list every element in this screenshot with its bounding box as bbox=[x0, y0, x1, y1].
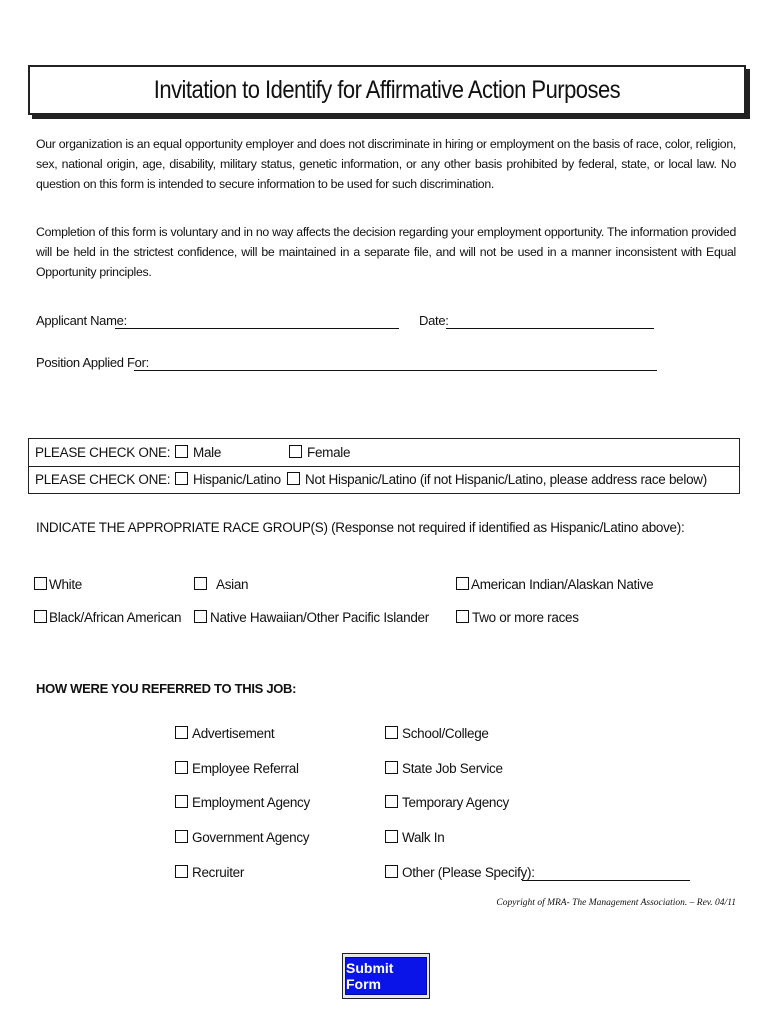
walk-in-checkbox[interactable] bbox=[385, 830, 398, 843]
hawaiian-checkbox[interactable] bbox=[194, 610, 207, 623]
temporary-label: Temporary Agency bbox=[402, 795, 510, 810]
male-option[interactable] bbox=[175, 445, 221, 460]
walk-in-option[interactable] bbox=[385, 830, 444, 845]
employment-agency-option[interactable] bbox=[175, 795, 310, 810]
state-job-option[interactable] bbox=[385, 761, 503, 776]
hawaiian-label: Native Hawaiian/Other Pacific Islander bbox=[210, 610, 429, 625]
applicant-name-field[interactable] bbox=[115, 316, 399, 329]
black-label: Black/African American bbox=[49, 610, 182, 625]
two-or-more-label: Two or more races bbox=[472, 610, 579, 625]
two-or-more-checkbox[interactable] bbox=[456, 610, 469, 623]
white-option[interactable] bbox=[34, 577, 82, 592]
american-indian-option[interactable] bbox=[456, 577, 653, 592]
gender-row bbox=[29, 439, 739, 467]
submit-button-label: Submit Form bbox=[345, 957, 427, 995]
black-option[interactable] bbox=[34, 610, 181, 625]
two-or-more-option[interactable] bbox=[456, 610, 579, 625]
government-agency-option[interactable] bbox=[175, 830, 309, 845]
recruiter-checkbox[interactable] bbox=[175, 865, 188, 878]
employment-agency-label: Employment Agency bbox=[192, 795, 310, 810]
page-title: Invitation to Identify for Affirmative Action Purposes bbox=[153, 75, 621, 104]
position-label: Position Applied For: bbox=[36, 355, 149, 370]
race-heading: INDICATE THE APPROPRIATE RACE GROUP(S) (Response not required if identified as Hispanic/Latino above): bbox=[36, 520, 685, 535]
state-job-label: State Job Service bbox=[402, 761, 503, 776]
white-checkbox[interactable] bbox=[34, 577, 47, 590]
advertisement-checkbox[interactable] bbox=[175, 726, 188, 739]
white-label: White bbox=[49, 577, 83, 592]
referral-heading: HOW WERE YOU REFERRED TO THIS JOB: bbox=[36, 681, 297, 696]
temporary-option[interactable] bbox=[385, 795, 509, 810]
ethnicity-row bbox=[29, 466, 739, 493]
recruiter-label: Recruiter bbox=[192, 865, 245, 880]
male-label: Male bbox=[193, 445, 222, 460]
gender-row-label: PLEASE CHECK ONE: bbox=[35, 445, 171, 460]
hispanic-label: Hispanic/Latino bbox=[193, 472, 281, 487]
employee-referral-checkbox[interactable] bbox=[175, 761, 188, 774]
title-box bbox=[28, 65, 746, 115]
asian-option[interactable] bbox=[194, 577, 248, 592]
female-label: Female bbox=[307, 445, 351, 460]
walk-in-label: Walk In bbox=[402, 830, 445, 845]
other-option[interactable] bbox=[385, 865, 535, 880]
not-hispanic-label: Not Hispanic/Latino (if not Hispanic/Latino, please address race below) bbox=[305, 472, 707, 487]
hispanic-checkbox[interactable] bbox=[175, 472, 188, 485]
school-checkbox[interactable] bbox=[385, 726, 398, 739]
date-field[interactable] bbox=[446, 316, 654, 329]
employee-referral-option[interactable] bbox=[175, 761, 299, 776]
not-hispanic-option[interactable] bbox=[287, 472, 707, 487]
recruiter-option[interactable] bbox=[175, 865, 244, 880]
male-checkbox[interactable] bbox=[175, 445, 188, 458]
advertisement-label: Advertisement bbox=[192, 726, 275, 741]
advertisement-option[interactable] bbox=[175, 726, 274, 741]
gender-ethnicity-table bbox=[28, 438, 740, 494]
black-checkbox[interactable] bbox=[34, 610, 47, 623]
school-label: School/College bbox=[402, 726, 489, 741]
eeo-statement: Our organization is an equal opportunity employer and does not discriminate in hiring or employment on the basis of race, color, religion, sex, national origin, age, disability, military status, genetic information, or any other basis prohibited by federal, state, or local law. No question on this form is intended to secure information to be used for such discrimination. bbox=[36, 137, 736, 191]
american-indian-label: American Indian/Alaskan Native bbox=[471, 577, 654, 592]
government-agency-label: Government Agency bbox=[192, 830, 310, 845]
position-field[interactable] bbox=[134, 358, 657, 371]
other-specify-field[interactable] bbox=[522, 868, 690, 881]
hispanic-option[interactable] bbox=[175, 472, 281, 487]
asian-label: Asian bbox=[216, 577, 249, 592]
date-label: Date: bbox=[419, 313, 449, 328]
american-indian-checkbox[interactable] bbox=[456, 577, 469, 590]
submit-button[interactable] bbox=[342, 953, 430, 999]
ethnicity-row-label: PLEASE CHECK ONE: bbox=[35, 472, 171, 487]
voluntary-statement: Completion of this form is voluntary and in no way affects the decision regarding your employment opportunity. The information provided will be held in the strictest confidence, will be maintained in a separate file, and will not be used in a manner inconsistent with Equal Opportunity principles. bbox=[36, 225, 736, 279]
female-checkbox[interactable] bbox=[289, 445, 302, 458]
other-checkbox[interactable] bbox=[385, 865, 398, 878]
employee-referral-label: Employee Referral bbox=[192, 761, 299, 776]
employment-agency-checkbox[interactable] bbox=[175, 795, 188, 808]
other-label: Other (Please Specify): bbox=[402, 865, 535, 880]
hawaiian-option[interactable] bbox=[194, 610, 429, 625]
copyright-notice: Copyright of MRA- The Management Association. – Rev. 04/11 bbox=[496, 898, 736, 908]
asian-checkbox[interactable] bbox=[194, 577, 207, 590]
applicant-name-label: Applicant Name: bbox=[36, 313, 127, 328]
temporary-checkbox[interactable] bbox=[385, 795, 398, 808]
not-hispanic-checkbox[interactable] bbox=[287, 472, 300, 485]
school-option[interactable] bbox=[385, 726, 489, 741]
female-option[interactable] bbox=[289, 445, 350, 460]
state-job-checkbox[interactable] bbox=[385, 761, 398, 774]
government-agency-checkbox[interactable] bbox=[175, 830, 188, 843]
